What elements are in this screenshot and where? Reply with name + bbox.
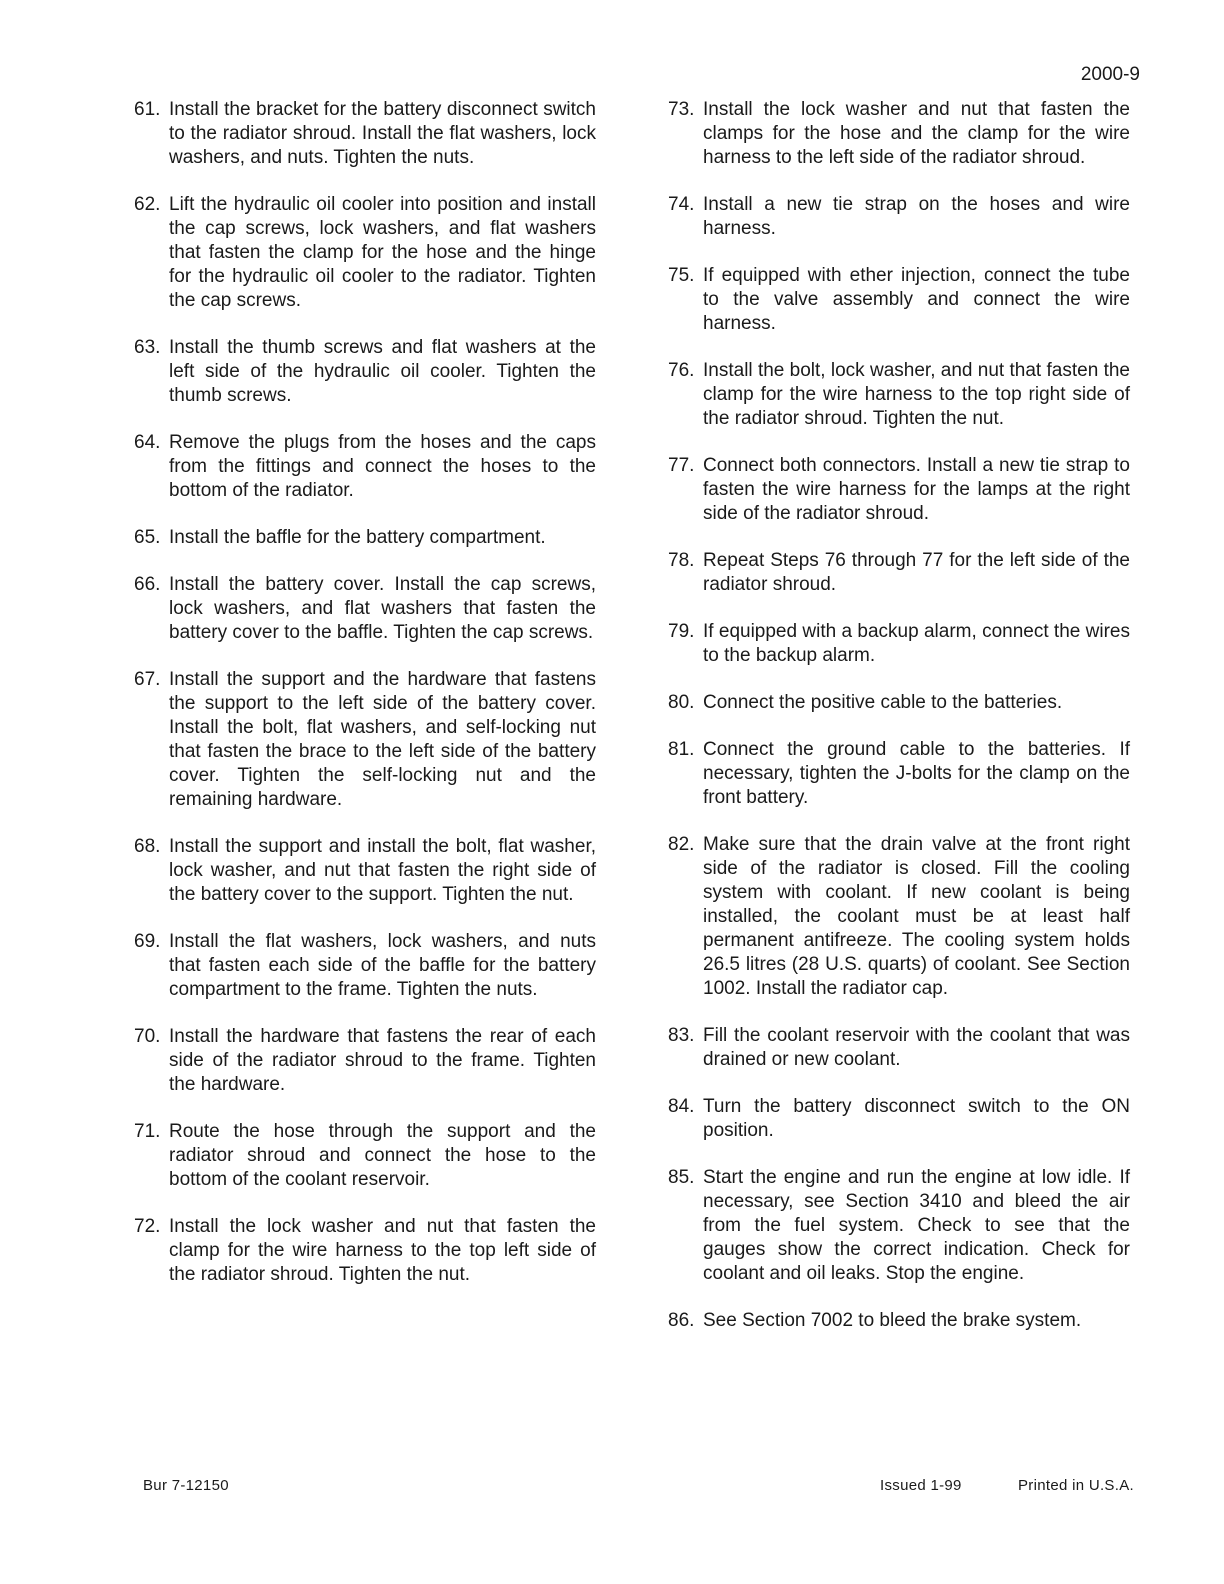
- step-75: [668, 264, 1130, 336]
- step-number: 83.: [668, 1025, 695, 1046]
- step-number: 82.: [668, 834, 695, 855]
- step-66: [134, 573, 596, 645]
- step-number: 85.: [668, 1167, 695, 1188]
- step-82: [668, 833, 1130, 1001]
- step-text: Route the hose through the support and the radiator shroud and connect the hose to the bottom of the coolant reservoir.: [169, 1121, 596, 1190]
- step-83: [668, 1024, 1130, 1072]
- step-number: 80.: [668, 692, 695, 713]
- step-80: [668, 691, 1130, 715]
- step-84: [668, 1095, 1130, 1143]
- step-72: [134, 1215, 596, 1287]
- step-text: If equipped with a backup alarm, connect the wires to the backup alarm.: [703, 621, 1130, 666]
- step-number: 63.: [134, 337, 161, 358]
- step-text: Connect both connectors. Install a new tie strap to fasten the wire harness for the lamps at the right side of the radiator shroud.: [703, 455, 1130, 524]
- step-number: 84.: [668, 1096, 695, 1117]
- step-65: [134, 526, 596, 550]
- step-number: 79.: [668, 621, 695, 642]
- step-number: 64.: [134, 432, 161, 453]
- step-text: Install the lock washer and nut that fasten the clamp for the wire harness to the top left side of the radiator shroud. Tighten the nut.: [169, 1216, 596, 1285]
- step-76: [668, 359, 1130, 431]
- step-number: 67.: [134, 669, 161, 690]
- step-text: Install the battery cover. Install the cap screws, lock washers, and flat washers that fasten the battery cover to the baffle. Tighten the cap screws.: [169, 574, 596, 643]
- step-73: [668, 98, 1130, 170]
- step-number: 70.: [134, 1026, 161, 1047]
- step-text: Make sure that the drain valve at the front right side of the radiator is closed. Fill the cooling system with coolant. If new coolant is being installed, the coolant must be at least half permanent antifreeze. The cooling system holds 26.5 litres (28 U.S. quarts) of coolant. See Section 1002. Install the radiator cap.: [703, 834, 1130, 999]
- step-text: See Section 7002 to bleed the brake system.: [703, 1310, 1082, 1331]
- footer-doc-code: Bur 7-12150: [143, 1477, 229, 1494]
- step-71: [134, 1120, 596, 1192]
- step-text: Remove the plugs from the hoses and the caps from the fittings and connect the hoses to the bottom of the radiator.: [169, 432, 596, 501]
- step-text: Install the support and the hardware that fastens the support to the left side of the battery cover. Install the bolt, flat washers, and self-locking nut that fasten the brace to the left side of the battery cover. Tighten the self-locking nut and the remaining hardware.: [169, 669, 596, 810]
- step-68: [134, 835, 596, 907]
- step-text: Connect the positive cable to the batteries.: [703, 692, 1063, 713]
- step-70: [134, 1025, 596, 1097]
- step-number: 77.: [668, 455, 695, 476]
- step-text: If equipped with ether injection, connect the tube to the valve assembly and connect the wire harness.: [703, 265, 1130, 334]
- step-text: Install the bolt, lock washer, and nut that fasten the clamp for the wire harness to the top right side of the radiator shroud. Tighten the nut.: [703, 360, 1130, 429]
- step-number: 69.: [134, 931, 161, 952]
- step-number: 86.: [668, 1310, 695, 1331]
- step-67: [134, 668, 596, 812]
- step-number: 74.: [668, 194, 695, 215]
- step-text: Install a new tie strap on the hoses and wire harness.: [703, 194, 1130, 239]
- step-74: [668, 193, 1130, 241]
- step-78: [668, 549, 1130, 597]
- step-text: Start the engine and run the engine at low idle. If necessary, see Section 3410 and bleed the air from the fuel system. Check to see that the gauges show the correct indication. Check for coolant and oil leaks. Stop the engine.: [703, 1167, 1130, 1284]
- step-number: 61.: [134, 99, 161, 120]
- footer-printed-location: Printed in U.S.A.: [1018, 1477, 1134, 1494]
- step-number: 81.: [668, 739, 695, 760]
- left-column: [134, 98, 596, 1310]
- step-text: Install the lock washer and nut that fasten the clamps for the hose and the clamp for the wire harness to the left side of the radiator shroud.: [703, 99, 1130, 168]
- step-text: Repeat Steps 76 through 77 for the left side of the radiator shroud.: [703, 550, 1130, 595]
- step-number: 65.: [134, 527, 161, 548]
- step-86: [668, 1309, 1130, 1333]
- step-text: Lift the hydraulic oil cooler into position and install the cap screws, lock washers, and flat washers that fasten the clamp for the hose and the hinge for the hydraulic oil cooler to the radiator. Tighten the cap screws.: [169, 194, 596, 311]
- footer-issued-date: Issued 1-99: [880, 1477, 962, 1494]
- step-number: 71.: [134, 1121, 161, 1142]
- step-text: Install the baffle for the battery compartment.: [169, 527, 546, 548]
- step-text: Install the flat washers, lock washers, and nuts that fasten each side of the baffle for the battery compartment to the frame. Tighten the nuts.: [169, 931, 596, 1000]
- step-text: Fill the coolant reservoir with the coolant that was drained or new coolant.: [703, 1025, 1130, 1070]
- page-number: 2000-9: [1080, 64, 1140, 85]
- step-63: [134, 336, 596, 408]
- step-number: 72.: [134, 1216, 161, 1237]
- step-number: 66.: [134, 574, 161, 595]
- step-64: [134, 431, 596, 503]
- step-81: [668, 738, 1130, 810]
- step-text: Install the thumb screws and flat washers at the left side of the hydraulic oil cooler. Tighten the thumb screws.: [169, 337, 596, 406]
- step-85: [668, 1166, 1130, 1286]
- step-number: 68.: [134, 836, 161, 857]
- step-text: Install the hardware that fastens the rear of each side of the radiator shroud to the frame. Tighten the hardware.: [169, 1026, 596, 1095]
- step-text: Install the support and install the bolt, flat washer, lock washer, and nut that fasten the right side of the battery cover to the support. Tighten the nut.: [169, 836, 596, 905]
- step-number: 76.: [668, 360, 695, 381]
- step-text: Connect the ground cable to the batteries. If necessary, tighten the J-bolts for the clamp on the front battery.: [703, 739, 1130, 808]
- step-61: [134, 98, 596, 170]
- step-number: 78.: [668, 550, 695, 571]
- step-79: [668, 620, 1130, 668]
- step-number: 75.: [668, 265, 695, 286]
- step-62: [134, 193, 596, 313]
- step-text: Install the bracket for the battery disconnect switch to the radiator shroud. Install the flat washers, lock washers, and nuts. Tighten the nuts.: [169, 99, 596, 168]
- right-column: [668, 98, 1130, 1356]
- step-text: Turn the battery disconnect switch to the ON position.: [703, 1096, 1130, 1141]
- step-number: 73.: [668, 99, 695, 120]
- step-69: [134, 930, 596, 1002]
- step-77: [668, 454, 1130, 526]
- step-number: 62.: [134, 194, 161, 215]
